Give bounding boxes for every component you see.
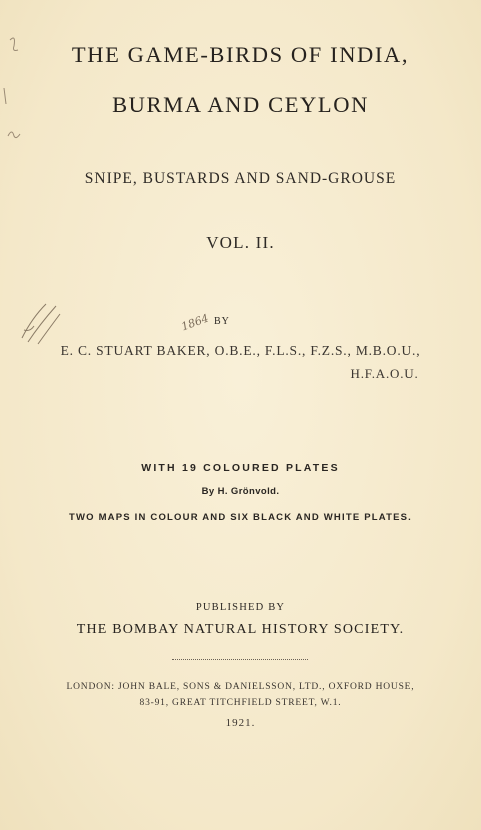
volume-number: VOL. II. <box>206 233 275 252</box>
author-line-1: E. C. STUART BAKER, O.B.E., F.L.S., F.Z.S., M.B.O.U., <box>60 343 421 358</box>
imprint-line-1: LONDON: JOHN BALE, SONS & DANIELSSON, LTD., OXFORD HOUSE, <box>66 682 415 692</box>
by-label: BY <box>214 316 230 327</box>
author-line-2: H.F.A.O.U. <box>350 366 419 381</box>
title-line-2: BURMA AND CEYLON <box>112 92 369 117</box>
published-by-label: PUBLISHED BY <box>195 602 286 613</box>
handwritten-year: 1864 <box>179 311 211 334</box>
divider-rule <box>172 659 308 660</box>
publication-year: 1921. <box>225 717 256 729</box>
plates-line: WITH 19 COLOURED PLATES <box>141 462 340 474</box>
imprint-line-2: 83-91, GREAT TITCHFIELD STREET, W.1. <box>139 698 342 708</box>
subtitle: SNIPE, BUSTARDS AND SAND-GROUSE <box>84 170 397 187</box>
title-line-1: THE GAME-BIRDS OF INDIA, <box>71 42 410 67</box>
publisher-name: THE BOMBAY NATURAL HISTORY SOCIETY. <box>76 622 405 637</box>
maps-line: TWO MAPS IN COLOUR AND SIX BLACK AND WHITE PLATES. <box>68 512 413 523</box>
plates-artist: By H. Grönvold. <box>201 486 280 497</box>
handwritten-annotation-mark <box>18 290 78 350</box>
